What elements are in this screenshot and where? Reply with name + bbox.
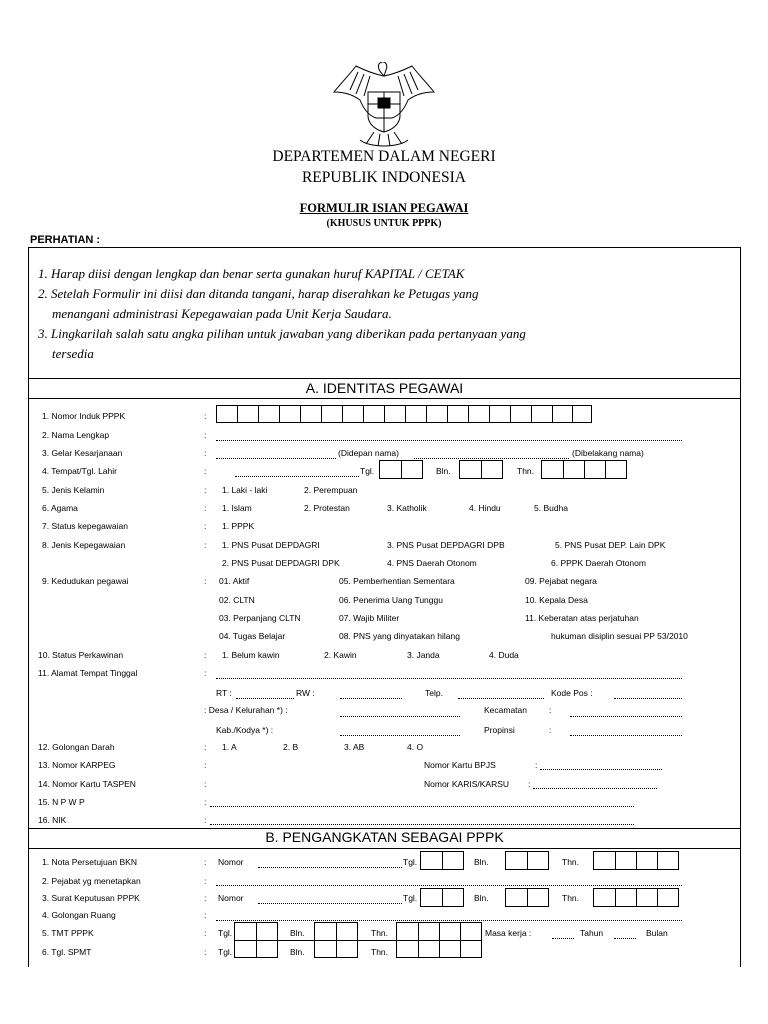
colon: : bbox=[204, 650, 207, 660]
masa-kerja-tahun-field[interactable] bbox=[552, 938, 574, 939]
option-duda[interactable]: 4. Duda bbox=[489, 650, 519, 660]
tgl-label: Tgl. bbox=[403, 893, 418, 903]
option-kepala-desa[interactable]: 10. Kepala Desa bbox=[525, 595, 588, 605]
option-katholik[interactable]: 3. Katholik bbox=[387, 503, 427, 513]
field-label-taspen: 14. Nomor Kartu TASPEN bbox=[38, 779, 136, 789]
colon: : bbox=[204, 540, 207, 550]
department-name: DEPARTEMEN DALAM NEGERI bbox=[272, 148, 496, 165]
instruction-3-cont: tersedia bbox=[52, 346, 94, 361]
propinsi-label: Propinsi bbox=[484, 725, 515, 735]
thn-label: Thn. bbox=[562, 893, 580, 903]
country-name: REPUBLIK INDONESIA bbox=[301, 169, 467, 186]
tahun-label: Tahun bbox=[580, 928, 604, 938]
option-pns-depdagri-dpb[interactable]: 3. PNS Pusat DEPDAGRI DPB bbox=[387, 540, 505, 550]
colon: : bbox=[204, 448, 207, 458]
rt-field[interactable] bbox=[236, 698, 294, 699]
option-cltn[interactable]: 02. CLTN bbox=[219, 595, 255, 605]
option-darah-o[interactable]: 4. O bbox=[407, 742, 424, 752]
nama-field[interactable] bbox=[216, 440, 682, 441]
option-belum-kawin[interactable]: 1. Belum kawin bbox=[222, 650, 280, 660]
thn-label: Thn. bbox=[371, 947, 389, 957]
bln-label: Bln. bbox=[474, 893, 489, 903]
attention-label: PERHATIAN : bbox=[30, 234, 101, 246]
tgl-lahir-boxes[interactable] bbox=[379, 460, 423, 479]
instruction-2-cont: menangani administrasi Kepegawaian pada Unit Kerja Saudara. bbox=[52, 306, 392, 321]
colon: : bbox=[204, 411, 207, 421]
masa-kerja-bulan-field[interactable] bbox=[614, 938, 636, 939]
option-tugas-belajar[interactable]: 04. Tugas Belajar bbox=[219, 631, 286, 641]
option-pppk-daerah-otonom[interactable]: 6. PPPK Daerah Otonom bbox=[551, 558, 646, 568]
desa-field[interactable] bbox=[340, 716, 460, 717]
colon: : bbox=[204, 521, 207, 531]
option-keberatan[interactable]: 11. Keberatan atas perjatuhan bbox=[525, 613, 639, 623]
kab-field[interactable] bbox=[340, 735, 460, 736]
bln-label: Bln. bbox=[436, 466, 451, 476]
rt-label: RT : bbox=[216, 688, 232, 698]
desa-label: : Desa / Kelurahan *) : bbox=[204, 705, 288, 715]
kecamatan-field[interactable] bbox=[570, 716, 682, 717]
nota-bkn-nomor-field[interactable] bbox=[258, 867, 402, 868]
nota-bkn-tgl-boxes[interactable] bbox=[420, 851, 464, 870]
colon: : bbox=[204, 947, 207, 957]
nomor-label: Nomor bbox=[218, 893, 244, 903]
field-label-npwp: 15. N P W P bbox=[38, 797, 85, 807]
option-pemberhentian[interactable]: 05. Pemberhentian Sementara bbox=[339, 576, 455, 586]
gelar-belakang-label: (Dibelakang nama) bbox=[572, 448, 644, 458]
section-b-title: B. PENGANGKATAN SEBAGAI PPPK bbox=[265, 829, 504, 845]
field-label-golongan-ruang: 4. Golongan Ruang bbox=[42, 910, 116, 920]
nomor-label: Nomor bbox=[218, 857, 244, 867]
option-pns-pusat-depdagri[interactable]: 1. PNS Pusat DEPDAGRI bbox=[222, 540, 320, 550]
colon: : bbox=[204, 742, 207, 752]
option-perpanjang-cltn[interactable]: 03. Perpanjang CLTN bbox=[219, 613, 301, 623]
colon: : bbox=[549, 705, 552, 715]
colon: : bbox=[204, 893, 207, 903]
sk-bln-boxes[interactable] bbox=[505, 888, 549, 907]
instructions-block bbox=[38, 264, 526, 364]
sk-tgl-boxes[interactable] bbox=[420, 888, 464, 907]
option-pejabat-negara[interactable]: 09. Pejabat negara bbox=[525, 576, 597, 586]
field-label-kelamin: 5. Jenis Kelamin bbox=[42, 485, 105, 495]
colon: : bbox=[204, 485, 207, 495]
colon: : bbox=[204, 576, 207, 586]
nik-field[interactable] bbox=[210, 824, 634, 825]
field-label-perkawinan: 10. Status Perkawinan bbox=[38, 650, 124, 660]
option-aktif[interactable]: 01. Aktif bbox=[219, 576, 250, 586]
bln-label: Bln. bbox=[290, 928, 305, 938]
colon: : bbox=[204, 797, 207, 807]
field-label-gelar: 3. Gelar Kesarjanaan bbox=[42, 448, 123, 458]
thn-label: Thn. bbox=[562, 857, 580, 867]
option-pns-dep-lain-dpk[interactable]: 5. PNS Pusat DEP. Lain DPK bbox=[555, 540, 666, 550]
rw-label: RW : bbox=[296, 688, 315, 698]
field-label-karpeg: 13. Nomor KARPEG bbox=[38, 760, 116, 770]
nota-bkn-bln-boxes[interactable] bbox=[505, 851, 549, 870]
telp-label: Telp. bbox=[425, 688, 443, 698]
nota-bkn-thn-boxes[interactable] bbox=[593, 851, 679, 870]
bpjs-label: Nomor Kartu BPJS bbox=[424, 760, 496, 770]
tempat-lahir-field[interactable] bbox=[235, 476, 359, 477]
option-darah-a[interactable]: 1. A bbox=[222, 742, 237, 752]
instruction-1: 1. Harap diisi dengan lengkap dan benar serta gunakan huruf KAPITAL / CETAK bbox=[38, 266, 465, 281]
option-pns-depdagri-dpk[interactable]: 2. PNS Pusat DEPDAGRI DPK bbox=[222, 558, 340, 568]
option-pns-daerah-otonom[interactable]: 4. PNS Daerah Otonom bbox=[387, 558, 477, 568]
option-islam[interactable]: 1. Islam bbox=[222, 503, 252, 513]
colon: : bbox=[204, 928, 207, 938]
kodepos-field[interactable] bbox=[614, 698, 682, 699]
section-a-title: A. IDENTITAS PEGAWAI bbox=[305, 380, 464, 396]
field-label-kedudukan: 9. Kedudukan pegawai bbox=[42, 576, 129, 586]
option-darah-ab[interactable]: 3. AB bbox=[344, 742, 365, 752]
bpjs-field[interactable] bbox=[540, 769, 662, 770]
option-hindu[interactable]: 4. Hindu bbox=[469, 503, 501, 513]
field-label-tgl-spmt: 6. Tgl. SPMT bbox=[42, 947, 92, 957]
tgl-label: Tgl. bbox=[218, 928, 233, 938]
sk-nomor-field[interactable] bbox=[258, 903, 402, 904]
colon: : bbox=[204, 466, 207, 476]
option-pns-hilang[interactable]: 08. PNS yang dinyatakan hilang bbox=[339, 631, 460, 641]
option-janda[interactable]: 3. Janda bbox=[407, 650, 440, 660]
form-subtitle: (KHUSUS UNTUK PPPK) bbox=[326, 218, 442, 229]
option-budha[interactable]: 5. Budha bbox=[534, 503, 569, 513]
colon: : bbox=[204, 779, 207, 789]
instruction-3: 3. Lingkarilah salah satu angka pilihan untuk jawaban yang diberikan pada pertanyaan yang bbox=[38, 326, 526, 341]
option-kawin[interactable]: 2. Kawin bbox=[324, 650, 357, 660]
propinsi-field[interactable] bbox=[570, 735, 682, 736]
bln-lahir-boxes[interactable] bbox=[459, 460, 503, 479]
masa-kerja-label: Masa kerja : bbox=[485, 928, 532, 938]
field-label-tmt-pppk: 5. TMT PPPK bbox=[42, 928, 94, 938]
telp-field[interactable] bbox=[458, 698, 544, 699]
field-label-jenis-kepegawaian: 8. Jenis Kepegawaian bbox=[42, 540, 126, 550]
field-label-sk-pppk: 3. Surat Keputusan PPPK bbox=[42, 893, 140, 903]
option-wajib-militer[interactable]: 07. Wajib Militer bbox=[339, 613, 400, 623]
karis-label: Nomor KARIS/KARSU bbox=[424, 779, 510, 789]
option-uang-tunggu[interactable]: 06. Penerima Uang Tunggu bbox=[339, 595, 443, 605]
nip-input-boxes[interactable] bbox=[216, 405, 592, 423]
form-title: FORMULIR ISIAN PEGAWAI bbox=[299, 201, 469, 215]
option-perempuan[interactable]: 2. Perempuan bbox=[304, 485, 358, 495]
field-label-nik: 16. NIK bbox=[38, 815, 67, 825]
option-protestan[interactable]: 2. Protestan bbox=[304, 503, 350, 513]
alamat-field[interactable] bbox=[216, 678, 682, 679]
instruction-2: 2. Setelah Formulir ini diisi dan ditanda tangani, harap diserahkan ke Petugas yang bbox=[38, 286, 479, 301]
npwp-field[interactable] bbox=[210, 806, 634, 807]
gelar-depan-field[interactable] bbox=[216, 458, 336, 459]
field-label-nip: 1. Nomor Induk PPPK bbox=[42, 411, 126, 421]
keberatan-detail: hukuman disiplin sesuai PP 53/2010 bbox=[551, 631, 688, 641]
colon: : bbox=[204, 503, 207, 513]
colon: : bbox=[204, 910, 207, 920]
option-laki-laki[interactable]: 1. Laki - laki bbox=[222, 485, 268, 495]
karis-field[interactable] bbox=[533, 788, 657, 789]
sk-thn-boxes[interactable] bbox=[593, 888, 679, 907]
tgl-label: Tgl. bbox=[360, 466, 375, 476]
field-label-nota-bkn: 1. Nota Persetujuan BKN bbox=[42, 857, 137, 867]
kodepos-label: Kode Pos : bbox=[551, 688, 593, 698]
field-label-goldarah: 12. Golongan Darah bbox=[38, 742, 115, 752]
bulan-label: Bulan bbox=[646, 928, 668, 938]
bln-label: Bln. bbox=[474, 857, 489, 867]
option-darah-b[interactable]: 2. B bbox=[283, 742, 299, 752]
colon: : bbox=[549, 725, 552, 735]
rw-field[interactable] bbox=[340, 698, 402, 699]
gelar-belakang-field[interactable] bbox=[414, 458, 569, 459]
field-label-status-kepegawaian: 7. Status kepegawaian bbox=[42, 521, 129, 531]
colon: : bbox=[535, 760, 538, 770]
garuda-emblem-icon bbox=[330, 62, 438, 150]
kab-label: Kab./Kodya *) : bbox=[216, 725, 274, 735]
option-pppk[interactable]: 1. PPPK bbox=[222, 521, 255, 531]
colon: : bbox=[204, 760, 207, 770]
colon: : bbox=[204, 876, 207, 886]
field-label-alamat: 11. Alamat Tempat Tinggal bbox=[38, 668, 138, 678]
tgl-label: Tgl. bbox=[403, 857, 418, 867]
colon: : bbox=[528, 779, 531, 789]
field-label-agama: 6. Agama bbox=[42, 503, 78, 513]
field-label-nama: 2. Nama Lengkap bbox=[42, 430, 110, 440]
field-label-ttl: 4. Tempat/Tgl. Lahir bbox=[42, 466, 117, 476]
field-label-pejabat: 2. Pejabat yg menetapkan bbox=[42, 876, 141, 886]
thn-lahir-boxes[interactable] bbox=[541, 460, 627, 479]
colon: : bbox=[204, 815, 207, 825]
pejabat-field[interactable] bbox=[216, 885, 682, 886]
thn-label: Thn. bbox=[517, 466, 535, 476]
thn-label: Thn. bbox=[371, 928, 389, 938]
golongan-ruang-field[interactable] bbox=[216, 920, 682, 921]
tgl-label: Tgl. bbox=[218, 947, 233, 957]
kecamatan-label: Kecamatan bbox=[484, 705, 527, 715]
colon: : bbox=[204, 857, 207, 867]
gelar-depan-label: (Didepan nama) bbox=[338, 448, 399, 458]
bln-label: Bln. bbox=[290, 947, 305, 957]
colon: : bbox=[204, 430, 207, 440]
colon: : bbox=[204, 668, 207, 678]
